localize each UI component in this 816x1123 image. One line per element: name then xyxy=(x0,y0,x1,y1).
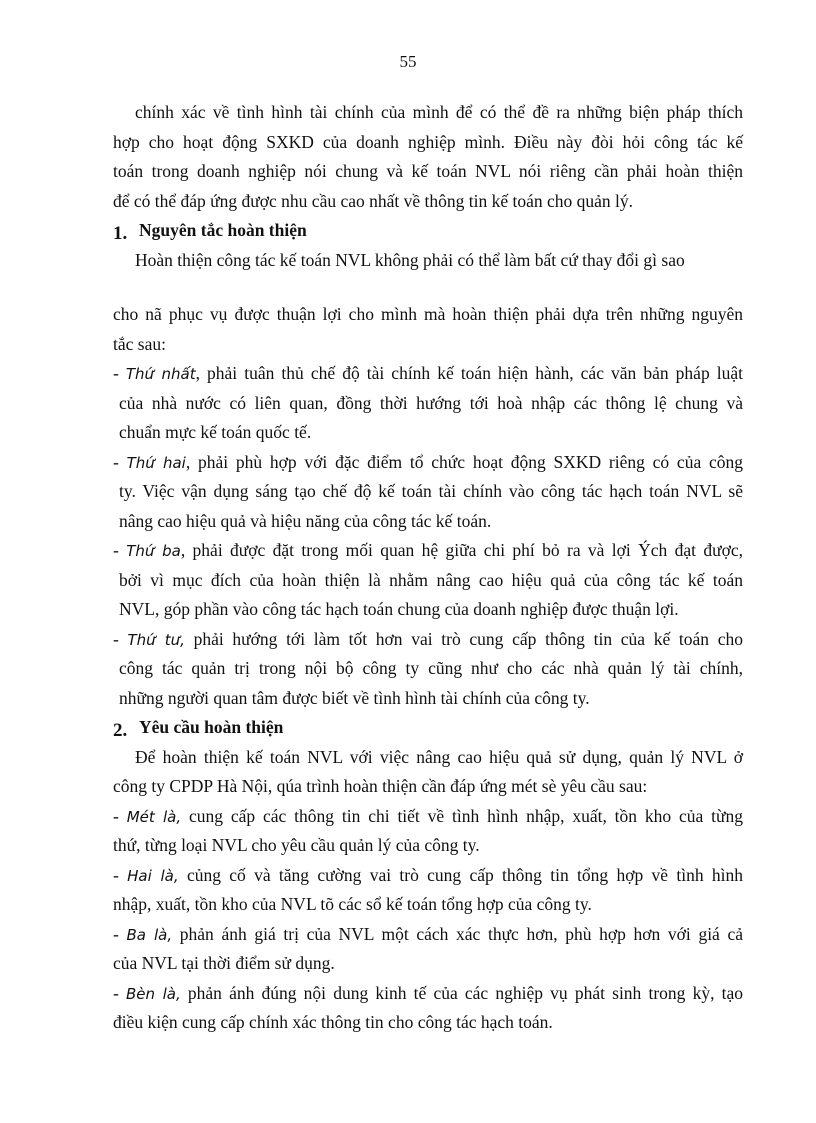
list-item-line: NVL, góp phần vào công tác hạch toán chung của doanh nghiệp được thuận lợi. xyxy=(119,599,679,619)
list-item-line: ty. Việc vận dụng sáng tạo chế độ kế toán tài chính vào công tác hạch toán NVL sẽ xyxy=(119,481,743,501)
section-1-heading xyxy=(113,216,743,246)
section-title: Nguyên tắc hoàn thiện xyxy=(139,220,307,240)
item-label: Mét là, xyxy=(126,807,182,826)
list-item: - Thứ hai, phải phù hợp với đặc điểm tổ chức hoạt động SXKD riêng có của công xyxy=(113,451,744,472)
paragraph-line: tắc sau: xyxy=(113,333,166,354)
section-title: Yêu cầu hoàn thiện xyxy=(139,717,284,737)
list-item-line: chuẩn mực kế toán quốc tế. xyxy=(119,422,312,442)
item-label: Thứ nhất xyxy=(125,365,196,383)
list-item: - Mét là, cung cấp các thông tin chi tiết về tình hình nhập, xuất, tồn kho của từng xyxy=(113,805,744,826)
item-label: Ba là, xyxy=(126,925,173,944)
section-number: 1. xyxy=(113,223,128,244)
section-number: 2. xyxy=(113,720,128,741)
list-item-line: bởi vì mục đích của hoàn thiện là nhằm nâng cao hiệu quả của công tác kế toán xyxy=(119,569,743,590)
intro-line: toán trong doanh nghiệp nói chung và kế toán NVL nói riêng cần phải hoàn thiện xyxy=(113,161,743,181)
paragraph-line: Để hoàn thiện kế toán NVL với việc nâng cao hiệu quả sử dụng, quản lý NVL ở xyxy=(135,746,743,767)
item-label: Thứ tư, xyxy=(127,630,185,649)
list-item: - Thứ ba, phải được đặt trong mối quan hệ giữa chi phí bỏ ra và lợi Ých đạt được, xyxy=(113,540,743,560)
list-item: - Ba là, phản ánh giá trị của NVL một cách xác thực hơn, phù hợp hơn với giá cả xyxy=(113,923,743,944)
item-label: Thứ ba xyxy=(126,542,181,560)
list-item-line: những người quan tâm được biết về tình hình tài chính của công ty. xyxy=(119,687,590,708)
list-item-line: thứ, từng loại NVL cho yêu cầu quản lý của công ty. xyxy=(113,835,480,855)
intro-line: để có thể đáp ứng được nhu cầu cao nhất về thông tin kế toán cho quản lý. xyxy=(113,190,634,211)
list-item: - Thứ nhất, phải tuân thủ chế độ tài chính kế toán hiện hành, các văn bản pháp luật xyxy=(113,363,743,383)
intro-line: chính xác về tình hình tài chính của mình để có thể đề ra những biện pháp thích xyxy=(135,102,743,122)
list-item: - Thứ tư, phải hướng tới làm tốt hơn vai trò cung cấp thông tin của kế toán cho xyxy=(113,628,743,649)
page-number: 55 xyxy=(399,52,417,71)
list-item-line: điều kiện cung cấp chính xác thông tin cho công tác hạch toán. xyxy=(113,1012,553,1032)
list-item-line: của nhà nước có liên quan, đồng thời hướng tới hoà nhập các thông lệ chung và xyxy=(119,392,743,413)
list-item-line: nâng cao hiệu quả và hiệu năng của công tác kế toán. xyxy=(119,510,492,531)
list-item-line: công tác quản trị trong nội bộ công ty cũng như cho các nhà quản lý tài chính, xyxy=(119,658,743,678)
item-label: Hai là, xyxy=(127,866,179,885)
list-item-line: của NVL tại thời điểm sử dụng. xyxy=(113,953,335,973)
list-item: - Bèn là, phản ánh đúng nội dung kinh tế của các nghiệp vụ phát sinh trong kỳ, tạo xyxy=(113,982,743,1003)
document-body xyxy=(113,98,743,1038)
item-label: Thứ hai xyxy=(126,453,186,472)
list-item: - Hai là, củng cố và tăng cường vai trò cung cấp thông tin tổng hợp về tình hình xyxy=(113,864,743,885)
list-item-line: nhập, xuất, tồn kho của NVL tõ các sổ kế toán tổng hợp của công ty. xyxy=(113,894,592,914)
item-label: Bèn là, xyxy=(126,984,181,1003)
paragraph-line: công ty CPDP Hà Nội, qúa trình hoàn thiện cần đáp ứng mét sè yêu cầu sau: xyxy=(113,776,648,796)
intro-line: hợp cho hoạt động SXKD của doanh nghiệp mình. Điều này đòi hỏi công tác kế xyxy=(113,131,743,152)
paragraph-line: Hoàn thiện công tác kế toán NVL không phải có thể làm bất cứ thay đổi gì sao xyxy=(135,249,685,270)
paragraph-line: cho nã phục vụ được thuận lợi cho mình mà hoàn thiện phải dựa trên những nguyên xyxy=(113,304,743,324)
section-2-heading xyxy=(113,713,743,743)
